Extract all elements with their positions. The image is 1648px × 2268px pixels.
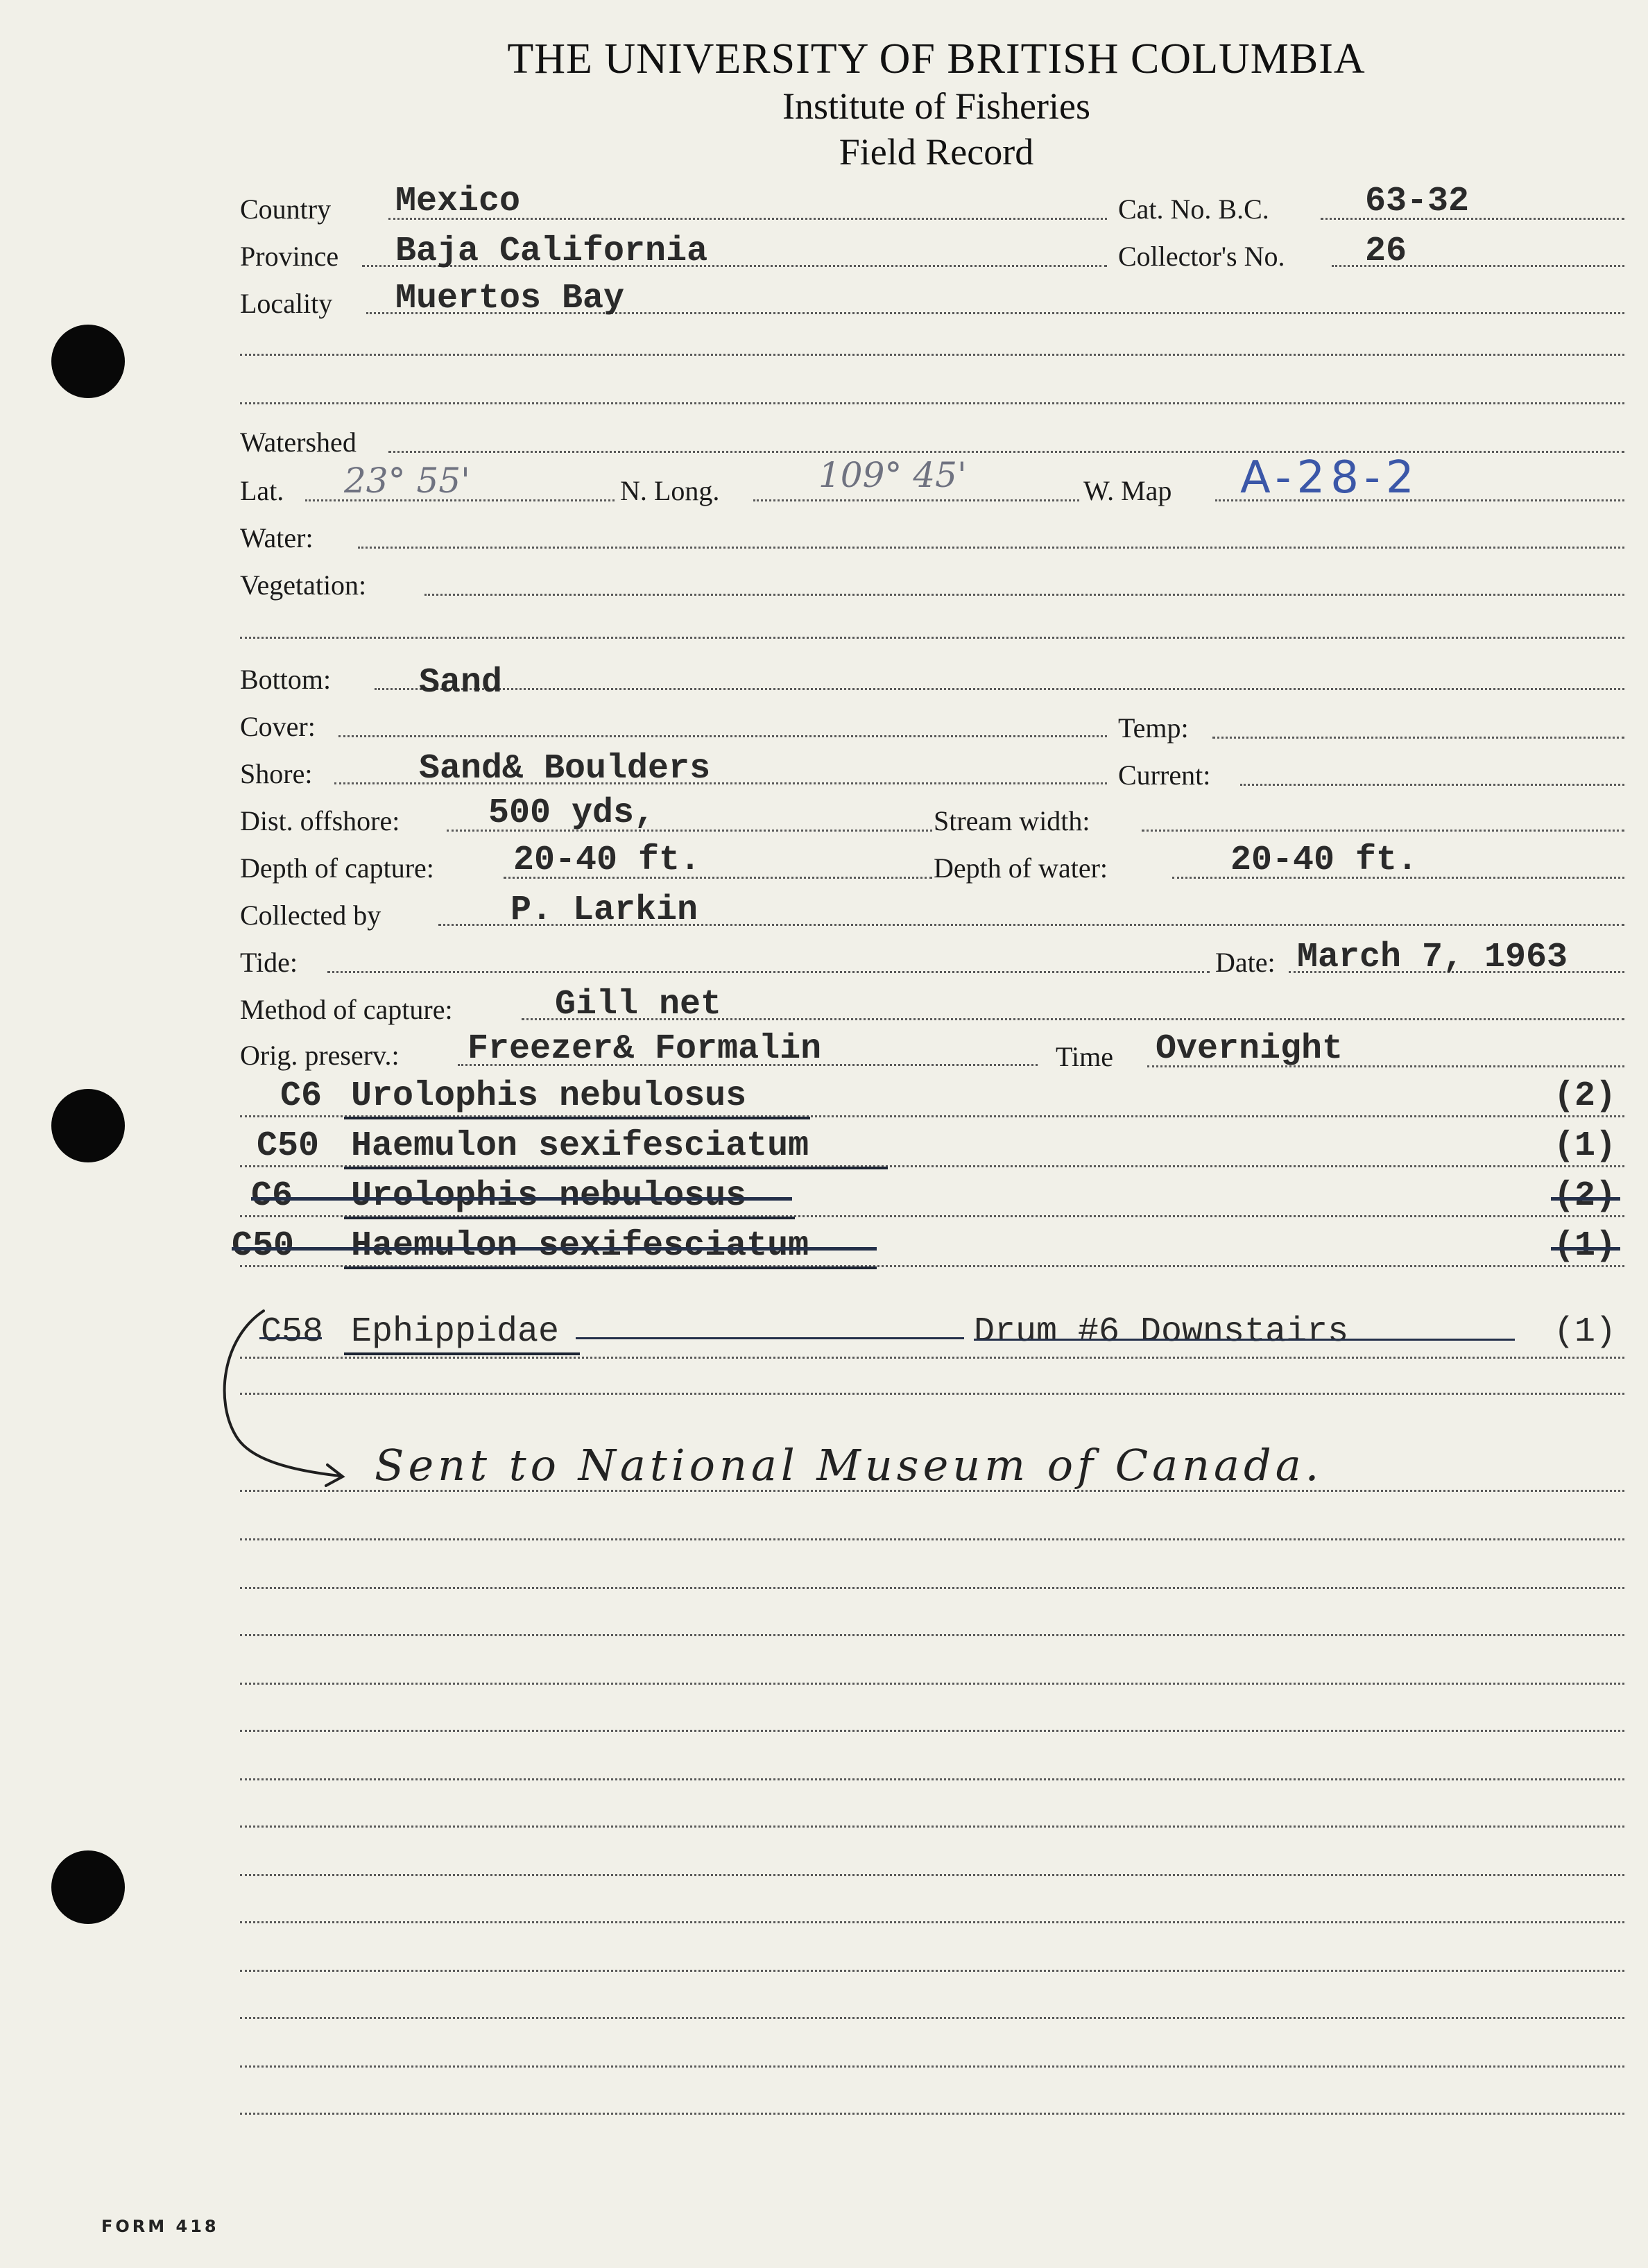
province-label: Province	[240, 241, 339, 272]
specimen-1-code: C6	[280, 1076, 323, 1116]
specimen-2-underline	[344, 1167, 888, 1169]
note-line-2	[240, 1490, 1624, 1492]
blank-line-5	[240, 1730, 1624, 1732]
collected-by-label: Collected by	[240, 900, 381, 931]
province-value: Baja California	[395, 232, 708, 271]
cover-label: Cover:	[240, 711, 316, 742]
vegetation-line	[424, 594, 1624, 596]
vegetation-line-2	[240, 637, 1624, 639]
specimen-4-name: Haemulon sexifesciatum	[351, 1226, 809, 1266]
long-label: N. Long.	[620, 475, 720, 506]
depth-water-label: Depth of water:	[934, 852, 1108, 884]
handwritten-arrow	[208, 1304, 361, 1498]
ephippidae-line	[240, 1357, 1624, 1359]
ephippidae-underline	[344, 1352, 580, 1355]
temp-label: Temp:	[1118, 712, 1189, 744]
stream-width-label: Stream width:	[934, 805, 1090, 836]
current-line	[1240, 784, 1624, 786]
specimen-3-name: Urolophis nebulosus	[351, 1176, 747, 1216]
blank-line-3	[240, 1634, 1624, 1636]
specimen-2-name: Haemulon sexifesciatum	[351, 1126, 809, 1166]
handwritten-note: Sent to National Museum of Canada.	[375, 1440, 1323, 1490]
long-value: 109° 45'	[818, 455, 967, 495]
watershed-label: Watershed	[240, 427, 357, 458]
blank-line-4	[240, 1683, 1624, 1685]
form-number: FORM 418	[101, 2217, 219, 2236]
institute-title: Institute of Fisheries	[782, 85, 1090, 127]
collector-no-value: 26	[1365, 232, 1407, 271]
locality-value: Muertos Bay	[395, 279, 625, 318]
stream-width-line	[1142, 830, 1624, 832]
specimen-2-count: (1)	[1554, 1126, 1617, 1166]
map-label: W. Map	[1083, 475, 1172, 506]
current-label: Current:	[1118, 759, 1211, 791]
specimen-4-code: C50	[232, 1226, 295, 1266]
temp-line	[1212, 737, 1624, 739]
water-label: Water:	[240, 522, 314, 553]
punch-hole-top	[51, 325, 125, 398]
specimen-3-code: C6	[251, 1176, 293, 1216]
specimen-3-count-strike	[1551, 1197, 1620, 1201]
date-label: Date:	[1215, 947, 1276, 978]
lat-value: 23° 55'	[344, 461, 470, 501]
country-label: Country	[240, 194, 332, 225]
depth-water-value: 20-40 ft.	[1230, 841, 1418, 880]
specimen-4-strikethrough	[232, 1247, 877, 1251]
specimen-4-underline	[344, 1266, 877, 1269]
time-label: Time	[1056, 1041, 1114, 1072]
shore-label: Shore:	[240, 758, 313, 789]
ephippidae-count: (1)	[1554, 1312, 1617, 1352]
blank-line-13	[240, 2113, 1624, 2115]
specimen-3-underline	[344, 1217, 795, 1219]
cat-no-label: Cat. No. B.C.	[1118, 194, 1269, 225]
water-line	[358, 547, 1624, 549]
bottom-line	[375, 688, 1624, 690]
ephippidae-name: Ephippidae	[351, 1312, 560, 1352]
specimen-4-count: (1)	[1554, 1226, 1617, 1266]
blank-line-8	[240, 1874, 1624, 1876]
blank-line-9	[240, 1921, 1624, 1923]
long-line	[753, 499, 1079, 501]
shore-value: Sand& Boulders	[419, 749, 711, 789]
specimen-1-count: (2)	[1554, 1076, 1617, 1116]
tide-label: Tide:	[240, 947, 298, 978]
specimen-3-count: (2)	[1554, 1176, 1617, 1216]
bottom-label: Bottom:	[240, 664, 332, 695]
orig-preserv-value: Freezer& Formalin	[467, 1029, 822, 1069]
punch-hole-middle	[51, 1089, 125, 1162]
ephippidae-code: C58	[261, 1312, 324, 1352]
cat-no-value: 63-32	[1365, 182, 1470, 221]
university-title: THE UNIVERSITY OF BRITISH COLUMBIA	[507, 35, 1366, 83]
date-value: March 7, 1963	[1297, 938, 1568, 977]
map-value: A-28-2	[1240, 452, 1420, 504]
blank-line-6	[240, 1778, 1624, 1780]
blank-line-10	[240, 1970, 1624, 1972]
tide-line	[327, 971, 1210, 973]
bottom-value: Sand	[419, 663, 503, 703]
blank-line-12	[240, 2065, 1624, 2068]
country-value: Mexico	[395, 182, 521, 221]
specimen-1-underline	[344, 1117, 810, 1119]
cover-line	[338, 735, 1107, 737]
dist-offshore-value: 500 yds,	[488, 793, 655, 833]
ephippidae-name-strike	[576, 1337, 964, 1339]
locality-label: Locality	[240, 288, 333, 319]
orig-preserv-label: Orig. preserv.:	[240, 1040, 400, 1071]
specimen-1-name: Urolophis nebulosus	[351, 1076, 747, 1116]
specimen-3-strikethrough	[251, 1197, 792, 1201]
vegetation-label: Vegetation:	[240, 569, 367, 601]
locality-line-3	[240, 402, 1624, 404]
blank-line-1	[240, 1538, 1624, 1540]
blank-line-7	[240, 1825, 1624, 1828]
specimen-4-count-strike	[1551, 1247, 1620, 1251]
ephippidae-location: Drum #6 Downstairs	[974, 1312, 1349, 1352]
locality-line-2	[240, 354, 1624, 356]
lat-label: Lat.	[240, 475, 284, 506]
method-value: Gill net	[555, 985, 722, 1024]
depth-capture-value: 20-40 ft.	[513, 841, 701, 880]
specimen-2-code: C50	[257, 1126, 320, 1166]
note-line-1	[240, 1393, 1624, 1395]
collector-no-label: Collector's No.	[1118, 241, 1285, 272]
method-label: Method of capture:	[240, 994, 453, 1025]
watershed-line	[388, 451, 1624, 453]
record-title: Field Record	[839, 131, 1034, 173]
blank-line-11	[240, 2017, 1624, 2019]
punch-hole-bottom	[51, 1850, 125, 1924]
collected-by-value: P. Larkin	[510, 891, 698, 930]
dist-offshore-label: Dist. offshore:	[240, 805, 400, 836]
ephippidae-location-strike	[974, 1339, 1515, 1341]
time-value: Overnight	[1156, 1029, 1344, 1069]
blank-line-2	[240, 1587, 1624, 1589]
depth-capture-label: Depth of capture:	[240, 852, 434, 884]
